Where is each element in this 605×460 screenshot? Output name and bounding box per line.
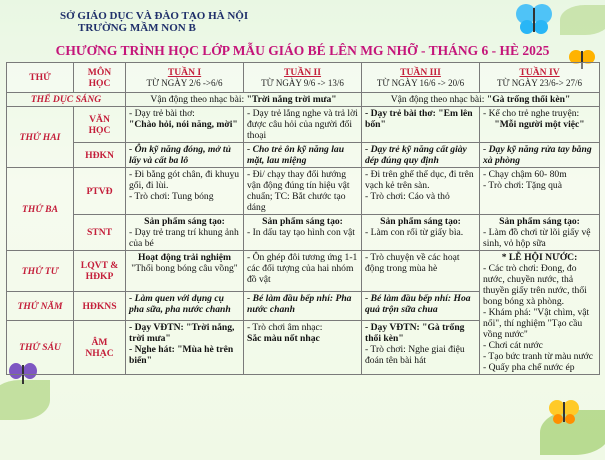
table-cell: - Trò chơi âm nhạc: Sắc màu nốt nhạc <box>244 321 362 375</box>
schedule-table <box>6 62 600 375</box>
week-header: TUẦN I TỪ NGÀY 2/6 ->6/6 <box>126 63 244 93</box>
subject-header: MÔN HỌC <box>74 63 126 93</box>
table-cell: - Bé làm đầu bếp nhí: Hoa quả trộn sữa chua <box>362 292 480 321</box>
table-cell: - Dạy trẻ bài thơ: "Em lên bốn" <box>362 107 480 143</box>
table-row <box>7 168 600 215</box>
table-cell: - Đi bằng gót chân, đi khuỵu gối, đi lùi. - Trò chơi: Tung bóng <box>126 168 244 215</box>
table-cell: - Trò chuyện về các hoạt động trong mùa hè <box>362 251 480 292</box>
school-header <box>60 10 248 34</box>
table-cell: Sản phẩm sáng tạo: - Làm đồ chơi từ lõi giấy vệ sinh, vỏ hộp sữa <box>480 215 600 251</box>
day-label-wed: THỨ TƯ <box>7 251 74 292</box>
table-cell: Hoạt động trải nghiệm "Thổi bong bóng câu vồng" <box>126 251 244 292</box>
school-name: TRƯỜNG MẦM NON B <box>78 22 196 34</box>
morning-label: THỂ DỤC SÁNG <box>7 93 126 107</box>
week-header: TUẦN II TỪ NGÀY 9/6 -> 13/6 <box>244 63 362 93</box>
subject-label: LQVT & HĐKP <box>74 251 126 292</box>
department-name: SỞ GIÁO DỤC VÀ ĐÀO TẠO HÀ NỘI <box>60 10 249 22</box>
leaf-decoration <box>560 5 605 35</box>
day-label-mon: THỨ HAI <box>7 107 74 168</box>
subject-label: HĐKNS <box>74 292 126 321</box>
table-cell: - Cho trẻ ôn kỹ năng lau mặt, lau miệng <box>244 143 362 168</box>
table-cell: Sản phẩm sáng tạo: - Làm con rối từ giấy bìa. <box>362 215 480 251</box>
table-cell: - Ôn ghép đôi tương ứng 1-1 các đối tượng của hai nhóm đồ vật <box>244 251 362 292</box>
table-cell: - Dạy trẻ lắng nghe và trả lời được câu hỏi của người đối thoại <box>244 107 362 143</box>
week-header: TUẦN III TỪ NGÀY 16/6 -> 20/6 <box>362 63 480 93</box>
table-cell: - Dạy VĐTN: "Trời nắng, trời mưa" - Nghe hát: "Mùa hè trên biển" <box>126 321 244 375</box>
table-cell: - Ôn kỹ năng đóng, mở tủ lấy và cất ba lô <box>126 143 244 168</box>
table-cell: - Chạy chậm 60- 80m - Trò chơi: Tặng quà <box>480 168 600 215</box>
subject-label: HĐKN <box>74 143 126 168</box>
morning-exercise-right: Vận động theo nhạc bài: "Gà trống thổi kèn" <box>362 93 600 107</box>
table-cell: Sản phẩm sáng tạo: - In dấu tay tạo hình con vật <box>244 215 362 251</box>
table-cell: - Bé làm đầu bếp nhí: Pha nước chanh <box>244 292 362 321</box>
morning-exercise-left: Vận động theo nhạc bài: "Trời nắng trời mưa" <box>126 93 362 107</box>
table-cell: - Kể cho trẻ nghe truyện: "Mỗi người một việc" <box>480 107 600 143</box>
table-row <box>7 215 600 251</box>
table-cell: - Dạy trẻ kỹ năng cất giày dép đúng quy định <box>362 143 480 168</box>
day-label-thu: THỨ NĂM <box>7 292 74 321</box>
day-label-fri: THỨ SÁU <box>7 321 74 375</box>
table-row <box>7 143 600 168</box>
butterfly-icon <box>515 2 553 36</box>
header-row <box>7 63 600 93</box>
table-row <box>7 251 600 292</box>
butterfly-icon <box>548 398 580 426</box>
table-row <box>7 107 600 143</box>
table-cell: - Làm quen với dụng cụ pha sữa, pha nước chanh <box>126 292 244 321</box>
table-cell: - Dạy VĐTN: "Gà trống thổi kèn" - Trò chơi: Nghe giai điệu đoán tên bài hát <box>362 321 480 375</box>
festival-cell: * LỄ HỘI NƯỚC: - Các trò chơi: Đong, đo nước, chuyền nước, thả thuyền giấy trên nước, thổi bong bóng xà phòng. - Khám phá: "Vật chìm, vật nổi", thí nghiệm "Tạo cầu vồng nước" - Chơi cát nước - Tạo bức tranh từ màu nước - Quấy pha chế nước ép <box>480 251 600 375</box>
table-cell: Sản phẩm sáng tạo: - Dạy trẻ trang trí khung ảnh của bé <box>126 215 244 251</box>
page-title: CHƯƠNG TRÌNH HỌC LỚP MẪU GIÁO BÉ LÊN MG NHỠ - THÁNG 6 - HÈ 2025 <box>55 43 550 58</box>
table-cell: - Dạy kỹ năng rửa tay bằng xà phòng <box>480 143 600 168</box>
table-cell: - Dạy trẻ bài thơ: "Chào hỏi, nói năng, mời" <box>126 107 244 143</box>
day-header: THỨ <box>7 63 74 93</box>
table-cell: - Đi/ chạy thay đổi hướng vận động đúng tín hiệu vật chuẩn; TC: Bắt chước tạo dáng <box>244 168 362 215</box>
morning-row <box>7 93 600 107</box>
week-header: TUẦN IV TỪ NGÀY 23/6-> 27/6 <box>480 63 600 93</box>
subject-label: ÂM NHẠC <box>74 321 126 375</box>
subject-label: PTVĐ <box>74 168 126 215</box>
table-cell: - Đi trên ghế thể dục, đi trên vạch kẻ trên sàn. - Trò chơi: Cáo và thỏ <box>362 168 480 215</box>
subject-label: STNT <box>74 215 126 251</box>
day-label-tue: THỨ BA <box>7 168 74 251</box>
subject-label: VĂN HỌC <box>74 107 126 143</box>
